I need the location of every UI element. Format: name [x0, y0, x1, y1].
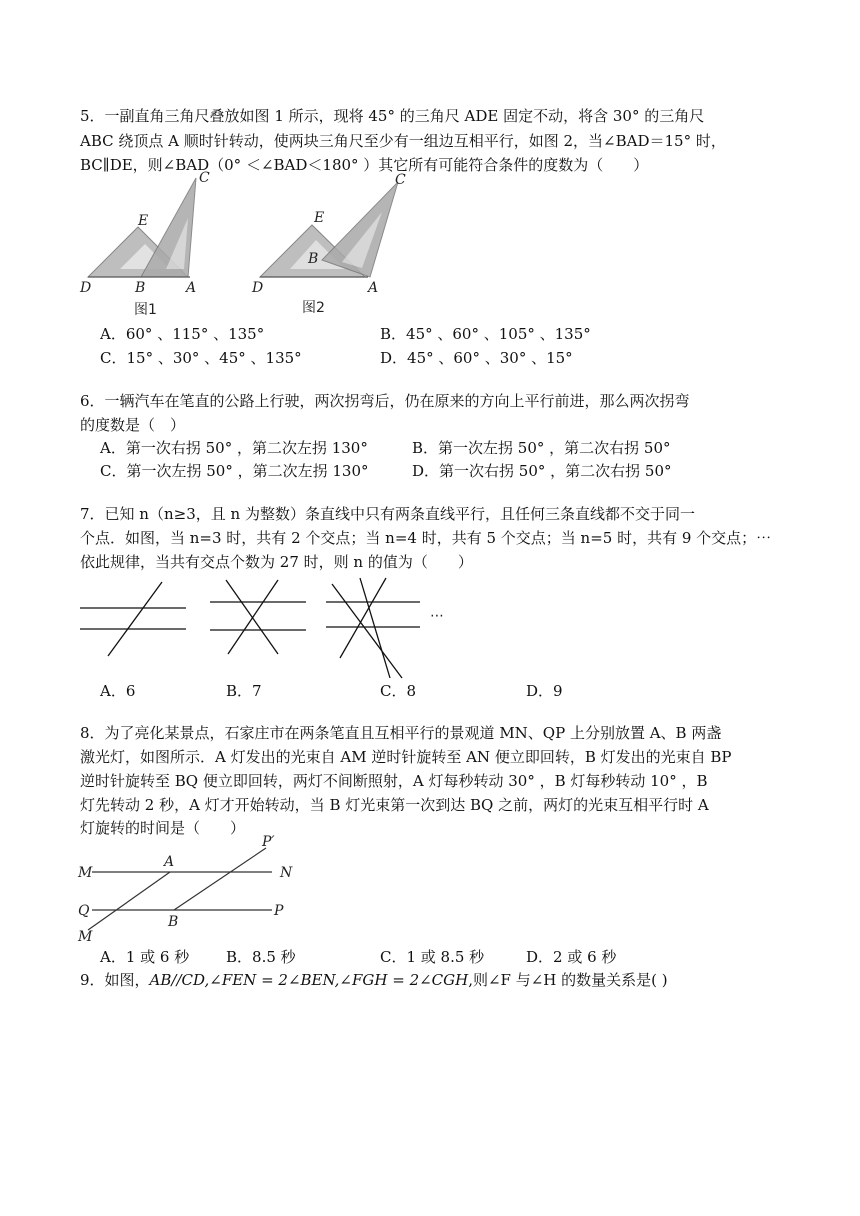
q7-figures	[78, 578, 458, 688]
q8-option-b: B．8.5 秒	[226, 948, 296, 966]
q7-line-1: 7．已知 n（n≥3，且 n 为整数）条直线中只有两条直线平行，且任何三条直线都不交于同一	[80, 505, 695, 523]
q8-line-5: 灯旋转的时间是（ ）	[80, 819, 246, 837]
q5-figure-2	[250, 170, 420, 320]
q5-option-b: B．45° 、60° 、105° 、135°	[380, 325, 591, 343]
label-d: D	[252, 280, 264, 296]
q7-line-2: 个点．如图，当 n=3 时，共有 2 个交点；当 n=4 时，共有 5 个交点；当 n=5 时，共有 9 个交点；⋯	[80, 529, 772, 547]
q5-option-a: A．60° 、115° 、135°	[100, 325, 265, 343]
label-p: P	[274, 903, 284, 919]
label-q: Q	[78, 903, 90, 919]
q7-option-a: A．6	[100, 682, 136, 700]
q5-option-d: D．45° 、60° 、30° 、15°	[380, 349, 573, 367]
label-c: C	[199, 170, 210, 186]
q9-prefix: 9．如图，	[80, 971, 150, 989]
q7-option-b: B．7	[226, 682, 262, 700]
q6-line-1: 6．一辆汽车在笔直的公路上行驶，两次拐弯后，仍在原来的方向上平行前进，那么两次拐弯	[80, 392, 690, 410]
fig1-caption: 图1	[134, 302, 157, 318]
triangle-abc	[141, 178, 196, 277]
figure-n5	[326, 578, 420, 678]
q8-figure	[76, 836, 306, 946]
beam-a	[88, 872, 170, 930]
figure-n4	[210, 580, 306, 654]
label-b: B	[135, 280, 146, 296]
q9-formula: AB//CD,∠FEN = 2∠BEN,∠FGH = 2∠CGH	[149, 971, 469, 989]
label-e: E	[138, 213, 149, 229]
label-b: B	[308, 251, 319, 267]
q8-line-1: 8．为了亮化某景点，石家庄市在两条笔直且互相平行的景观道 MN、QP 上分别放置 A、B 两盏	[80, 724, 722, 742]
ellipsis: ⋯	[430, 608, 444, 624]
fig2-caption: 图2	[302, 300, 325, 316]
label-b: B	[168, 914, 179, 930]
q7-option-d: D．9	[526, 682, 563, 700]
label-e: E	[314, 210, 325, 226]
label-a: A	[164, 854, 175, 870]
q6-line-2: 的度数是（ ）	[80, 416, 186, 434]
q5-option-c: C．15° 、30° 、45° 、135°	[100, 349, 302, 367]
q5-line-2: ABC 绕顶点 A 顺时针转动，使两块三角尺至少有一组边互相平行，如图 2，当∠BAD＝15° 时，	[80, 132, 726, 150]
q8-line-2: 激光灯，如图所示．A 灯发出的光束自 AM 逆时针旋转至 AN 便立即回转，B 灯发出的光束自 BP	[80, 748, 732, 766]
label-n: N	[280, 865, 293, 881]
label-m-lower: M	[78, 929, 93, 945]
q5-figure-1	[78, 170, 218, 320]
label-a: A	[368, 280, 379, 296]
q6-option-b: B．第一次左拐 50° ，第二次右拐 50°	[412, 439, 671, 457]
q8-line-3: 逆时针旋转至 BQ 便立即回转，两灯不间断照射，A 灯每秒转动 30° ，B 灯每秒转动 10° ，B	[80, 772, 708, 790]
q6-option-d: D．第一次右拐 50° ，第二次右拐 50°	[412, 462, 672, 480]
q8-option-c: C．1 或 8.5 秒	[380, 948, 485, 966]
label-m: M	[78, 865, 93, 881]
q9-suffix: ,则∠F 与∠H 的数量关系是( )	[468, 971, 668, 989]
q5-line-1: 5．一副直角三角尺叠放如图 1 所示，现将 45° 的三角尺 ADE 固定不动，将含 30° 的三角尺	[80, 107, 705, 125]
label-c: C	[395, 172, 406, 188]
beam-b	[174, 848, 266, 910]
q8-option-a: A．1 或 6 秒	[100, 948, 190, 966]
q8-option-d: D．2 或 6 秒	[526, 948, 617, 966]
figure-n3	[80, 582, 186, 656]
q9-line-1	[80, 970, 668, 990]
q7-line-3: 依此规律，当共有交点个数为 27 时，则 n 的值为（ ）	[80, 553, 473, 571]
q6-option-a: A．第一次右拐 50° ，第二次左拐 130°	[100, 439, 368, 457]
q6-option-c: C．第一次左拐 50° ，第二次左拐 130°	[100, 462, 369, 480]
label-p-prime: P′	[262, 834, 275, 850]
label-d: D	[80, 280, 92, 296]
q7-option-c: C．8	[380, 682, 417, 700]
q5-line-3: BC∥DE，则∠BAD（0° ＜∠BAD＜180° ）其它所有可能符合条件的度数为（ ）	[80, 156, 649, 174]
q8-line-4: 灯先转动 2 秒，A 灯才开始转动，当 B 灯光束第一次到达 BQ 之前，两灯的光束互相平行时 A	[80, 796, 709, 814]
label-a: A	[186, 280, 197, 296]
